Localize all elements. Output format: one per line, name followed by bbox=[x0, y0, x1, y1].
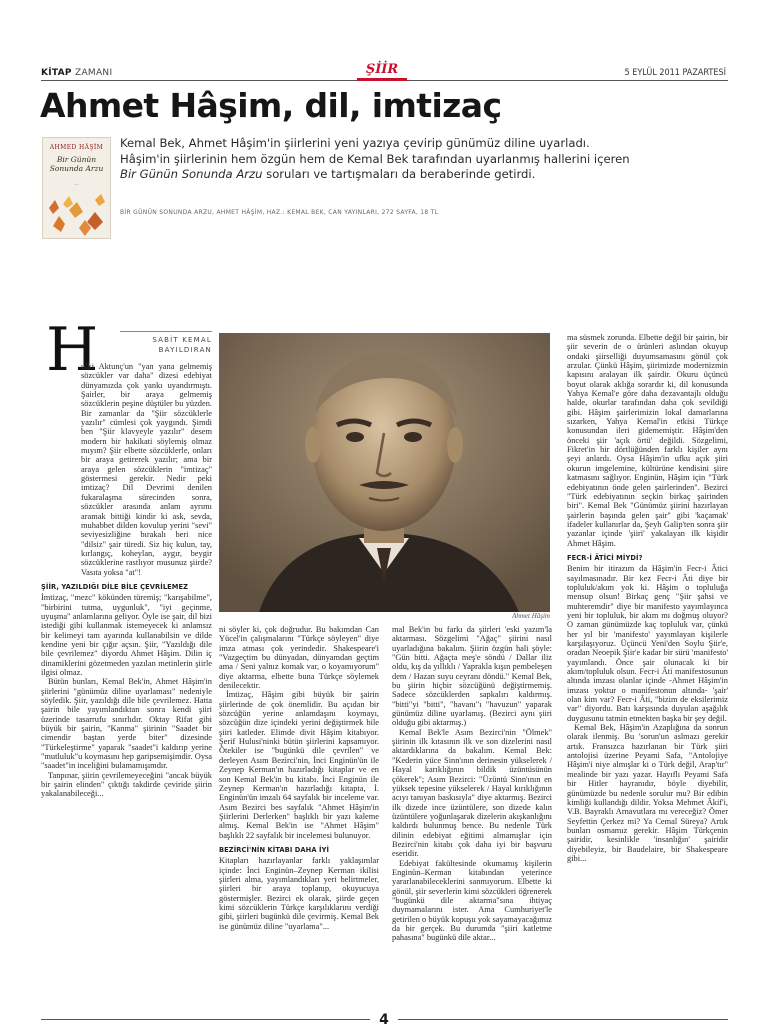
section-accent-bar bbox=[357, 78, 407, 81]
paragraph: İmtizaç, "mezc" kökünden türemiş; "karışabilme", "birbirini tutma, uygunluk", "iyi geçinme, uyuşma" anlamlarına geliyor. Öyle ise şair, dil bizi istediği gibi kullanmak istemeyecek ki anlamsız bir kelimeyi tam ayarında kullanabilsin ve dilde kendine yeni bir çığır açsın. Şiir, "Yazıldığı dile bile çevrilemez" diyordu Ahmet Hâşim. Dilin iç dinamiklerini gözetmeden yazılan metinlerin şiirle ilgisi olmaz. bbox=[41, 593, 212, 677]
book-cover-title-line2: Sonunda Arzu bbox=[49, 163, 104, 173]
intro-text-before: Kemal Bek, Ahmet Hâşim'in şiirlerini yeni yazıya çevirip günümüz diline uyarladı. Hâşim'in şiirlerinin hem özgün hem de Kemal Bek tarafından uyarlanmış hallerini içeren bbox=[120, 136, 630, 166]
article-column-4 bbox=[567, 333, 728, 1015]
book-cover-title-line1: Bir Günün bbox=[56, 155, 97, 164]
byline-last-name: BAYILDIRAN bbox=[158, 346, 212, 354]
article-intro bbox=[120, 136, 630, 183]
intro-text-after: soruları ve tartışmaları da beraberinde getirdi. bbox=[262, 167, 536, 182]
paragraph: Benim bir itirazım da Hâşim'in Fecr-i Âtici sayılmasınadır. Bir kez Fecr-i Âti diye bir topluluk/akım yok ki. Hâşim o topluluğa mensup olsun! Birkaç genç "Şiir şahsi ve muhteremdir" diye bir manifesto yayımlayınca yeni bir topluluk, bir akım mı doğmuş oluyor? O zaman günümüzde kaç topluluk var, çünkü her yıl bir 'manifesto' yayımlayan kişilerle karşılaşıyoruz. Üçüncü Yeni'den Soylu Şiir'e, oradan Neoepik Şiir'e kadar bir sürü 'manifesto' yayımlandı. Önce şair olunacak ki bir akım/topluluk olsun. Fecr-i Âti manifestosunun altında imzası olanlar içinde -Ahmet Hâşim'in imzası yoktur o manifestonun altında- 'şair' olan kim var? Fecr-i Âti, "bizim de eksilerimiz var" diyordu. Batı karşısında duyulan aşağılık duygusunu tatmin etmekten başka bir şey değil. bbox=[567, 564, 728, 723]
article-column-1 bbox=[41, 362, 212, 1017]
article-column-2 bbox=[219, 625, 379, 1015]
portrait-illustration bbox=[219, 333, 550, 612]
page-number: 4 bbox=[370, 1012, 398, 1028]
paragraph: ni söyler ki, çok doğrudur. Bu bakımdan Can Yücel'in çalışmalarını "Türkçe söyleyen" diye imza atması çok yerindedir. Shakespeare'i "Vazgeçtim bu dünyadan, dünyamdan geçtim ama / Seni yalnız komak var, o koyamıyorum" diye aktarma, elbette buna Türkçe söylemek denilecektir. bbox=[219, 625, 379, 691]
paragraph: Edebiyat fakültesinde okumamış kişilerin Enginün–Kerman kitabından yeterince yararlanabileceklerini sanmıyorum. Elbette ki gönül, şiir severlerin kimi sözcükleri öğrenerek "bugünkü dile aktarma"sına ihtiyaç duymamalarını ister. Ama Cumhuriyet'le getirilen o büyük kopuşu yok sayamayacağımız da bir gerçek. Bu durumda "şiiri katletme pahasına" bugünkü dile aktar... bbox=[392, 858, 552, 943]
book-cover-title bbox=[43, 156, 110, 173]
paragraph: Kemal Bek, Hâşim'in Azaplığına da sonrun olarak ilenmiş. Bu 'sorun'un aslmazı gerekir artık. Fransızca hazırlanan bir Türk şiiri antolojisi üzerine Peyami Safa, "Antolojiye Hâşim'i niye almışlar ki o Türk değil, Arap'tır" mealinde bir yazı yazar. Hayıflı Peyami Safa bir Hitler hayranıdır, böyle diyebilir, günümüzde bu nedenle sorulur mu? Bir edibin kimliği kullandığı dildir. Yoksa Mehmet Âkif'i, V.B. Bayraklı Arnavutlara mı vereceğiz? Ömer Seyfettin Çerkez mi? Ya Cemal Süreya? Artık bunları osmamız gerekir. Hâşim Türkçenin şairidir, kesinlikle 'insanlığın' şairidir diyebileyiz, bir Baudelaire, bir Shakespeare gibi... bbox=[567, 723, 728, 863]
autumn-leaves-illustration bbox=[43, 188, 111, 239]
section-label: ŞİİR bbox=[365, 62, 399, 77]
drop-cap: H bbox=[46, 315, 99, 385]
subheading-1: ŞİİR, YAZILDIĞI DİLE BİLE ÇEVRİLEMEZ bbox=[41, 581, 189, 591]
paragraph: Kemal Bek'le Asım Bezirci'nin "Ölmek" şiirinin ilk kıtasının ilk ve son dizelerini nasıl aktardıklarına da bakalım. Kemal Bek: "Kederin yüce Sinn'ının derinesin yükselerek / Hayal karıklığının bildik üzüntüsünün çökerek"; Asım Bezirci: "Üzüntü Sinn'ının en yüksek tepesine yükselerek / Hayal kırıklığının acıyı tanıyan baskısıyla" diye aktarmış. Bezirci ilk dizede ince üzüntülere, son dizede kalın üzüntülere yoğunlaşarak dizelerin akışkanlığını kaldırdı bulunmuş bence. Bu nedenle Türk dilinin edebiyat eğitimi almamışlar için Bezirci'nin kitabı çok daha iyi bir başvuru eseridir. bbox=[392, 727, 552, 859]
book-cover-subtitle: — bbox=[74, 182, 79, 186]
paragraph: Bütün bunları, Kemal Bek'in, Ahmet Hâşim'in şiirlerini "günümüz diline uyarlaması" nedeniyle söyledik. Şiir, yazıldığı dile bile çevrilemez. Hatta şairin bile yayımlandıktan sonra kendi şiiri üzerinde tasarrufu sınırlıdır. Oktay Rifat gibi büyük bir şairin, "Kanma" şiirinin "Saadet bir cimendir baştan yerde biter" dizesinde "Türkeleştirme" yaparak "saadet"i kaldırıp yerine "mutluluk"u koymasını hep garipsemişimdir. Oysa "saadet"in inceliğini bulamamışımdır. bbox=[41, 677, 212, 771]
paragraph: ma süsmek zorunda. Elbette değil bir şairin, bir şiir severin de o ürünleri aslından okuyup ondaki şiirselliği duyumsamasını gönül çok arzular. Çünkü Hâşim, şiirimizde modernizmin kapısını aralayan ilk şairdir. Okuru üçüncü boyut olarak aklığa sorardır ki, dil konusunda Yahya Kemal'e göre daha dezavantajlı olduğu halde, okurlar tarafından daha çok sevildiği gibi. Hâşim şairlerimizin lokal damarlarına sızarken, Yahya Kemal'in etkisi Türkçe konusundan ileri gidememiştir. Hâşim'den önceki şiir 'açık örtü' değildi. Sözgelimi, Fikret'in bir dörtlüğünden farklı kişiler aynı şeyi anlardı. Oysa Hâşim'in ufku açık şiiri okurun imgelemine, kültürüne kendisini şiire katmasını sağlıyor. Enginün, Hâşim için "Türk edebiyatının önde gelen şairlerinden". Bezirci "Türk edebiyatının seçkin birkaç şairinden biri". Kemal Bek "Günümüz şiirini hazırlayan şairlerin başında gelen şair" gibi 'kaçamak' ifadeler kullanırlar da, Şeyh Galip'ten sonra şiir yazanlar içinde 'şiiri' yakalayan ilk kişidir Ahmet Hâşim. bbox=[567, 333, 728, 548]
byline-first-name: SABİT KEMAL bbox=[152, 336, 212, 344]
book-credit-line: BİR GÜNÜN SONUNDA ARZU, AHMET HÂŞİM, HAZ.: KEMAL BEK, CAN YAYINLARI, 272 SAYFA, 18 TL bbox=[120, 209, 439, 216]
intro-book-title: Bir Günün Sonunda Arzu bbox=[120, 167, 263, 182]
issue-date: 5 EYLÜL 2011 PAZARTESİ bbox=[624, 68, 726, 78]
subheading-3: FECR-İ ÂTİCİ MİYDİ? bbox=[567, 552, 643, 562]
book-cover-image bbox=[42, 137, 111, 239]
paragraph: İmtizaç, Hâşim gibi büyük bir şairin şiirlerinde de çok önemlidir. Bu açıdan bir sözcüğün yerine anlamdaşını koymayı, sözcüğün dize içindeki yerini değiştirmek bile şiiri katleder. Elimde divit Hâşim kitabıyor. Şerif Hulusi'ninki bütün şiirlerini kapsamıyor. Ötekiler ise "bugünkü dile çevrilen" ve derleyen Asım Bezirci'nin, İnci Enginün'ün ile Zeynep Kerman'ın hazırladığı kitaplar ve en son Kemal Bek'in bu kitabı. İnci Enginün ile Zeynep Kerman'ın hazırladığı kitapta, İ. Enginün'ün imzalı 64 sayfalık bir inceleme var. Asım Bezirci bes sayfalık "Ahmet Hâşim'in Şiirlerini Derlerken" başlıklı bir yazı kaleme almış. Kemal Bek'in ise "Ahmet Hâşim" başlıklı 22 sayfalık bir incelemesi bulunuyor. bbox=[219, 690, 379, 840]
paragraph: Kitapları hazırlayanlar farklı yaklaşımlar içinde: İnci Enginün–Zeynep Kerman ikilisi şiirleri alma, yayımlandıkları yeri belirtmeler, şiirleri bir araya toplanıp, okuyucuya göstermişler. Bezirci ek olarak, şiirde geçen kimi sözcüklerin Türkçe karşılıklarını verdiği gibi, şiirleri bugünkü dile çevirmiş. Kemal Bek ise günümüz diline "uyarlama"... bbox=[219, 856, 379, 931]
brand-bold: KİTAP bbox=[41, 68, 72, 78]
article-headline: Ahmet Hâşim, dil, imtizaç bbox=[40, 86, 502, 125]
publication-brand bbox=[41, 68, 112, 78]
paragraph: mal Bek'in bu farkı da şiirleri 'eski yazım'la aktarması. Sözgelimi "Ağaç" şiirini nasıl uyarladığına bakalım. Şiirin özgün hali şöyle: "Gün bitti. Ağaçta meş'e söndü / Dallar iliz oldu, kış da yıllıklı / Yaprakla kışın pembeleşen dem / Hazan suyu ceyranı döndü." Kemal Bek, bu şiirin hiçbir sözcüğünü değiştirmemiş. Sadece sözcüklerden sapkalırı kaldırmış. "bitti"yi "bitti", "havanı"ı "havuzun" yaparak günümüz diline uyarlamış. (Bezirci aynı şiiri olduğu gibi aktarmış.) bbox=[392, 625, 552, 728]
article-column-3 bbox=[392, 625, 552, 1015]
portrait-photo bbox=[219, 333, 550, 612]
byline-divider bbox=[120, 331, 212, 332]
book-cover-author: AHMED HÂŞİM bbox=[49, 144, 104, 151]
photo-caption: Ahmet Hâşim bbox=[512, 612, 550, 620]
lead-paragraph: ulki Aktunç'un "yan yana gelmemiş sözcükler var daha" dizesi edebiyat dünyamızda çok yankı uyandırmıştı. Şairler, bir araya gelmemiş sözcüklerin peşine düştüler bu yüzden. Bir zamanlar da "Şiir sözcüklerle yazılır" cümlesi çok yaygındı. Şimdi ben "Şiir klavyeyle yazılır" desem modern bir hakikati söylemiş olmaz mıyım? Şiir elbette sözcüklerle, onları bir araya getirerek yazılır; ama bir araya gelen sözcüklerin "imtizaç" göstermesi gerekir. Nedir peki imtizaç? Dil Devrimi denilen fukaralaşma sürecinden sonra, sözcükler arasında anlam ayrımı aramak bittiği kindir ki ask, sevda, muhabbet dilden kovulup yerini "sevi" seviyesizliğine bırakalı beri nice "dilsiz" şair türedi. Siz hiç kulun, tay, kırlangıç, koheylan, aygır, beygir sözcüklerine rastlıyor musunuz şiirde? Vasıta yoksa "at"! bbox=[81, 362, 212, 577]
brand-thin: ZAMANI bbox=[71, 68, 113, 78]
paragraph: Tanpınar, şiirin çevrilemeyeceğini "ancak büyük bir şairin elinden" çıktığı takdirde çeviride şiirin yakalanabileceği... bbox=[41, 770, 212, 799]
subheading-2: BEZİRCİ'NİN KİTABI DAHA İYİ bbox=[219, 844, 330, 854]
author-byline bbox=[112, 335, 212, 355]
